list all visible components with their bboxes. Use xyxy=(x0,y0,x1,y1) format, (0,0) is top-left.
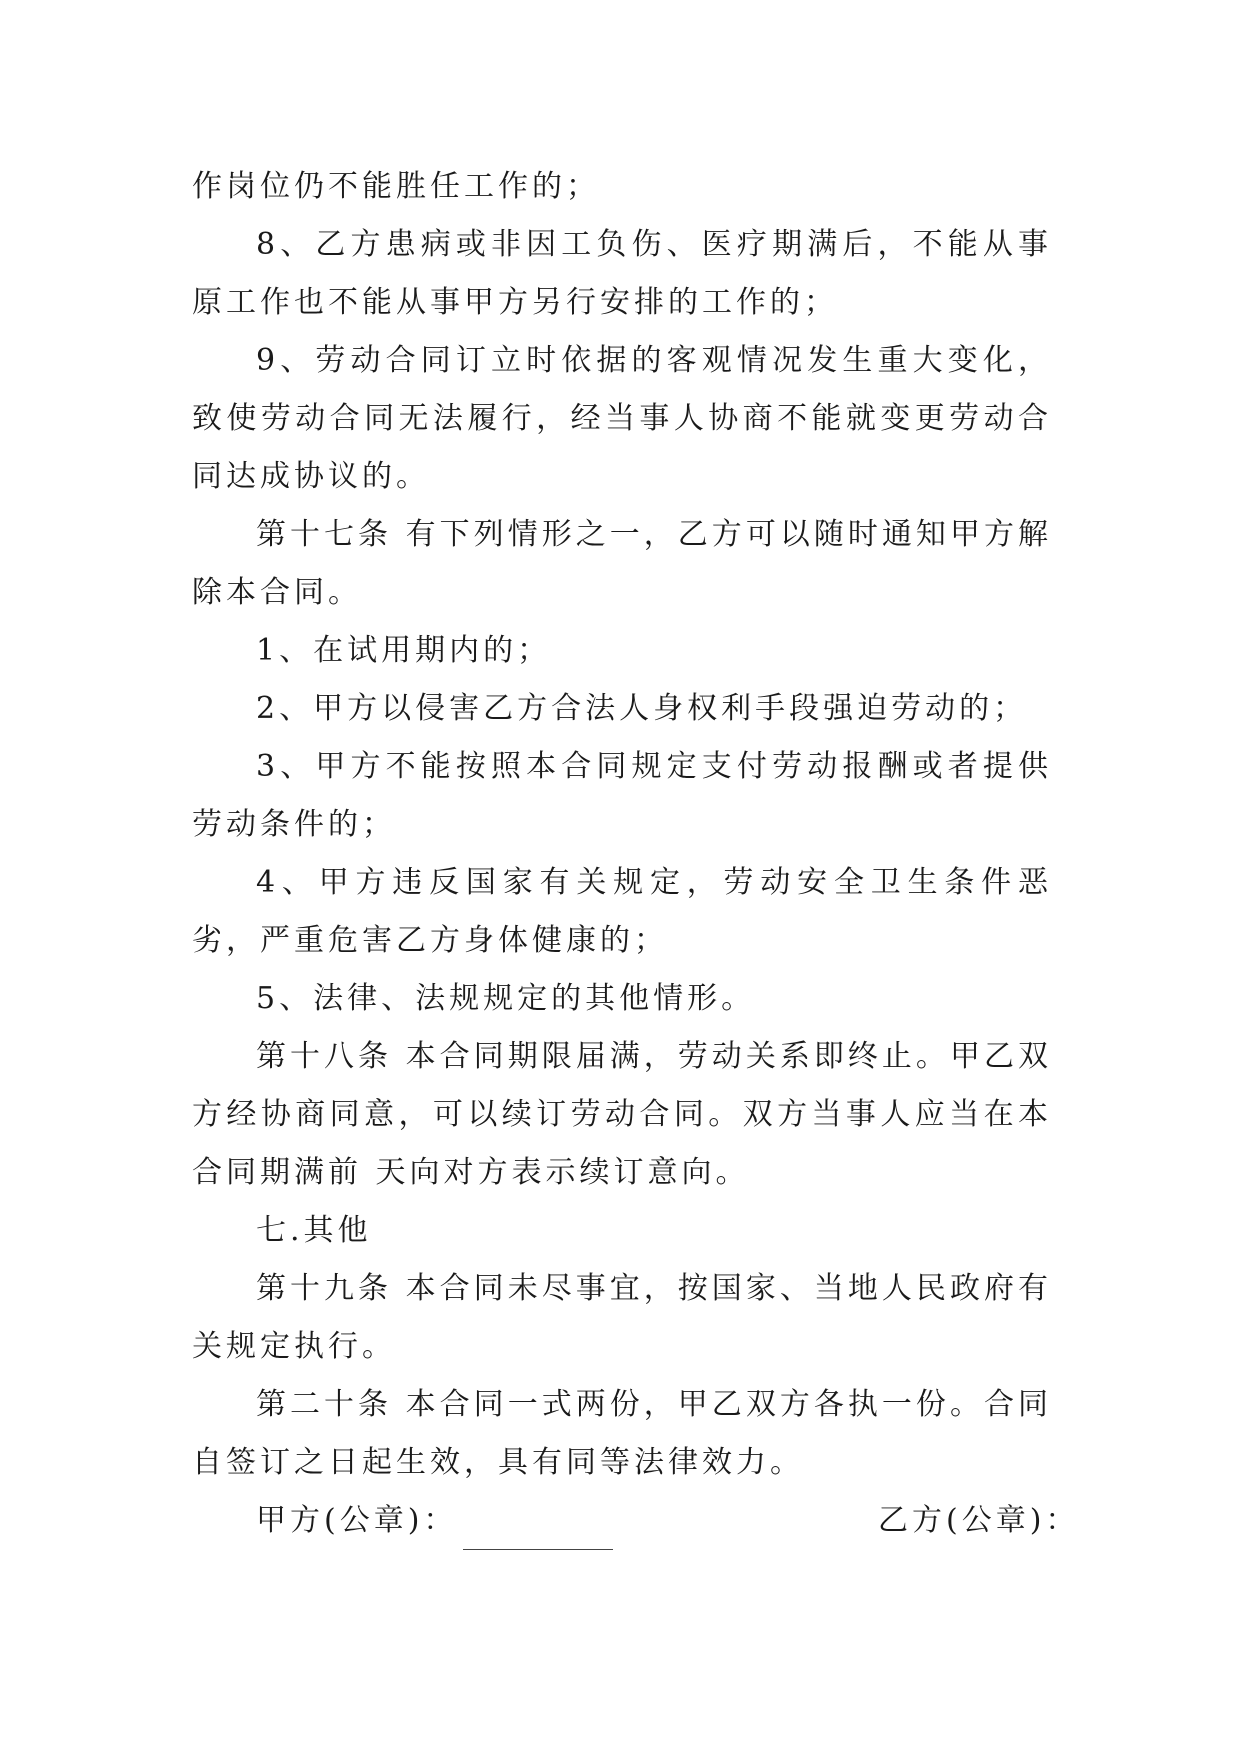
paragraph: 3、甲方不能按照本合同规定支付劳动报酬或者提供劳动条件的； xyxy=(192,749,1052,842)
paragraph: 第十七条 有下列情形之一，乙方可以随时通知甲方解除本合同。 xyxy=(192,517,1052,610)
paragraph: 第十八条 本合同期限届满，劳动关系即终止。甲乙双方经协商同意，可以续订劳动合同。双方当事人应当在本合同期满前 天向对方表示续订意向。 xyxy=(192,1039,1052,1190)
paragraph: 2、甲方以侵害乙方合法人身权利手段强迫劳动的； xyxy=(256,691,1028,726)
paragraph: 4、甲方违反国家有关规定，劳动安全卫生条件恶劣，严重危害乙方身体健康的； xyxy=(192,865,1052,958)
party-a-signature-line xyxy=(463,1509,613,1550)
party-b-label: 乙方(公章)： xyxy=(878,1503,1080,1538)
paragraph: 9、劳动合同订立时依据的客观情况发生重大变化，致使劳动合同无法履行，经当事人协商不能就变更劳动合同达成协议的。 xyxy=(192,343,1052,494)
party-a-signature xyxy=(256,1492,613,1550)
signature-row xyxy=(192,1492,1080,1550)
section-heading: 七.其他 xyxy=(256,1213,372,1248)
party-b-signature xyxy=(878,1492,1079,1550)
party-a-label: 甲方(公章)： xyxy=(256,1503,458,1538)
document-body xyxy=(192,158,1080,1550)
paragraph: 1、在试用期内的； xyxy=(256,633,552,668)
paragraph: 第十九条 本合同未尽事宜，按国家、当地人民政府有关规定执行。 xyxy=(192,1271,1052,1364)
paragraph: 作岗位仍不能胜任工作的； xyxy=(192,169,600,204)
paragraph: 第二十条 本合同一式两份，甲乙双方各执一份。合同自签订之日起生效，具有同等法律效力。 xyxy=(192,1387,1052,1480)
paragraph: 5、法律、法规规定的其他情形。 xyxy=(256,981,756,1016)
paragraph: 8、乙方患病或非因工负伤、医疗期满后，不能从事原工作也不能从事甲方另行安排的工作的； xyxy=(192,227,1052,320)
